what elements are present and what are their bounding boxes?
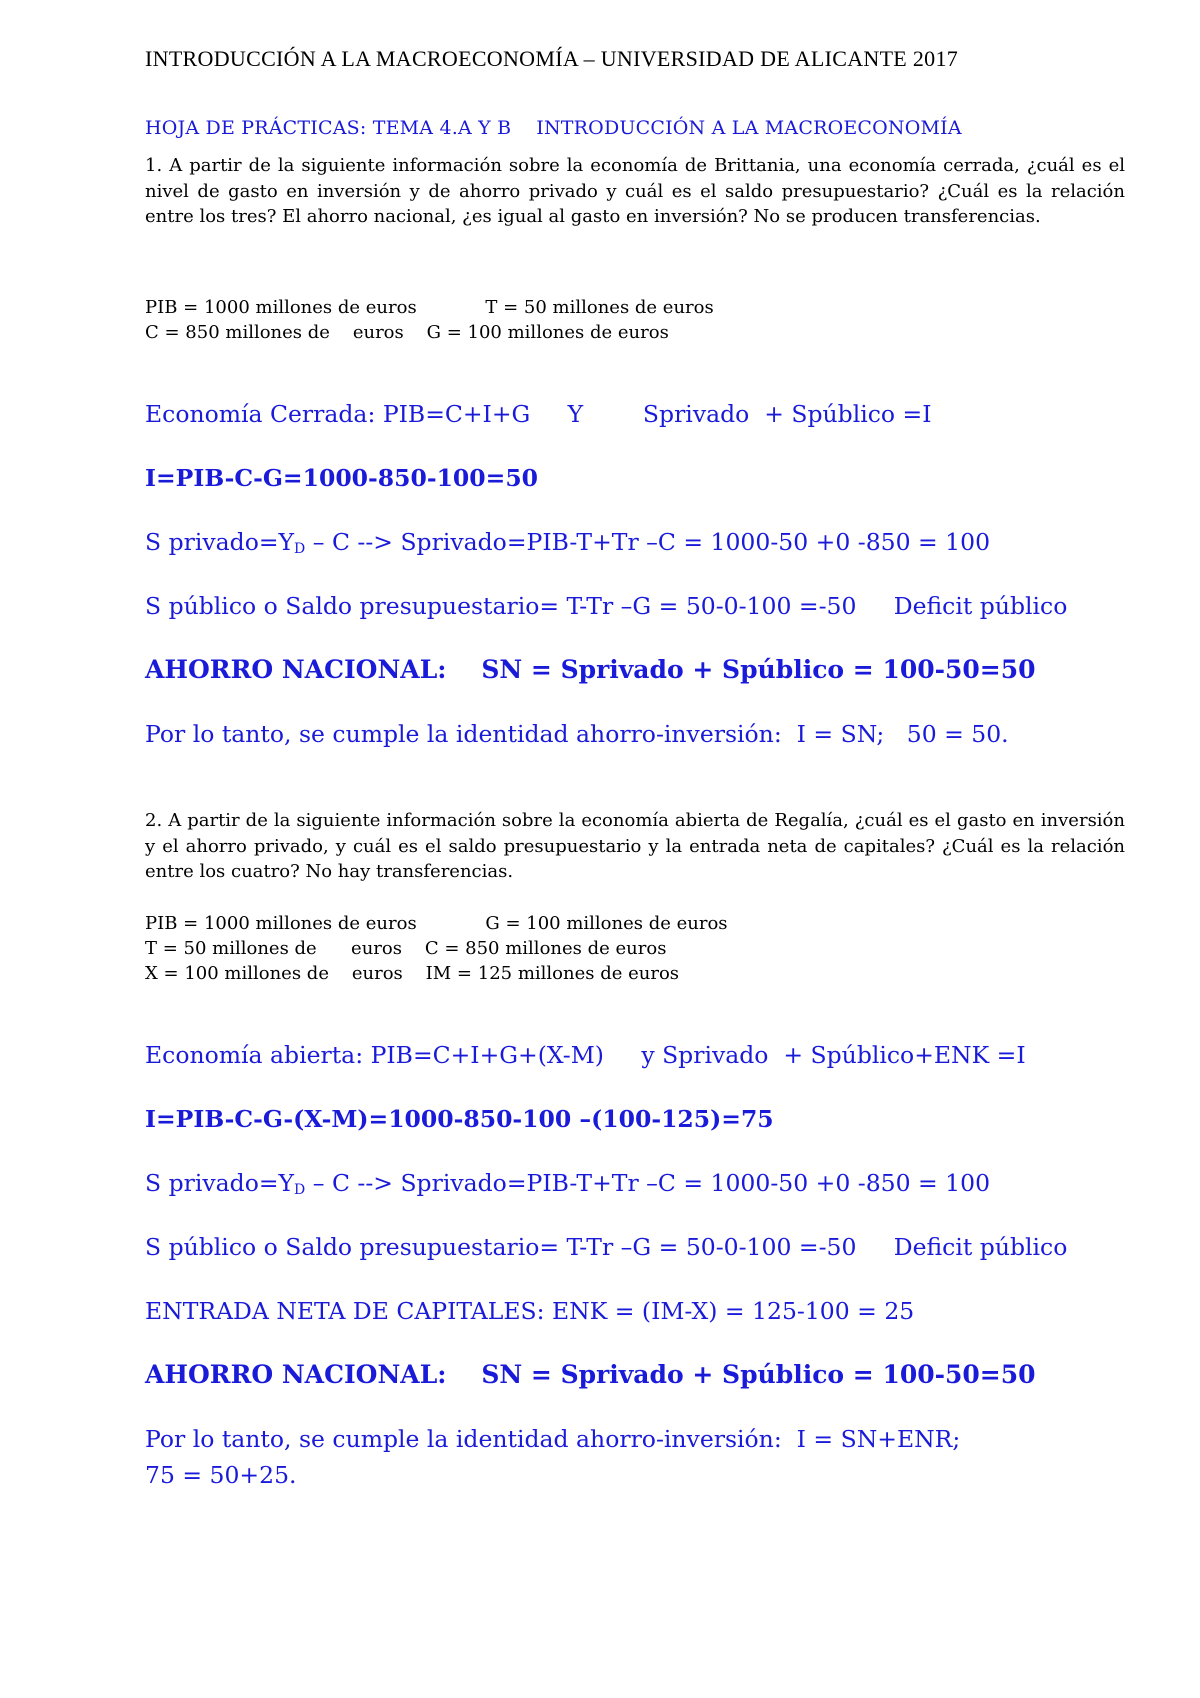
q1-identity-conclusion: Por lo tanto, se cumple la identidad ahorro-inversión: I = SN; 50 = 50. xyxy=(145,720,1009,748)
q1-private-saving-prefix: S privado=Y xyxy=(145,528,295,556)
page-header: INTRODUCCIÓN A LA MACROECONOMÍA – UNIVERSIDAD DE ALICANTE 2017 xyxy=(145,46,959,71)
q1-private-saving-rest: – C --> Sprivado=PIB-T+Tr –C = 1000-50 +0 -850 = 100 xyxy=(305,528,991,556)
q2-data-line-3: X = 100 millones de euros IM = 125 millones de euros xyxy=(145,963,680,984)
q1-private-saving-equation xyxy=(145,524,1145,567)
sheet-title: HOJA DE PRÁCTICAS: TEMA 4.A Y B INTRODUCCIÓN A LA MACROECONOMÍA xyxy=(145,117,962,139)
q2-private-saving-equation xyxy=(145,1165,1145,1208)
q2-identity-conclusion-line-2: 75 = 50+25. xyxy=(145,1461,297,1489)
q1-national-saving-equation: AHORRO NACIONAL: SN = Sprivado + Spúblico = 100-50=50 xyxy=(145,655,1036,684)
q2-national-saving-equation: AHORRO NACIONAL: SN = Sprivado + Spúblico = 100-50=50 xyxy=(145,1360,1036,1389)
q2-private-saving-prefix: S privado=Y xyxy=(145,1169,295,1197)
q2-data-line-2: T = 50 millones de euros C = 850 millones de euros xyxy=(145,938,667,959)
q2-data-line-1: PIB = 1000 millones de euros G = 100 millones de euros xyxy=(145,913,728,934)
q2-identity-conclusion-line-1: Por lo tanto, se cumple la identidad ahorro-inversión: I = SN+ENR; xyxy=(145,1425,961,1453)
q1-data-line-2: C = 850 millones de euros G = 100 millones de euros xyxy=(145,322,669,343)
q1-closed-economy-equation: Economía Cerrada: PIB=C+I+G Y Sprivado + Spúblico =I xyxy=(145,400,932,428)
q1-disposable-subscript: D xyxy=(294,541,306,557)
q2-private-saving-rest: – C --> Sprivado=PIB-T+Tr –C = 1000-50 +0 -850 = 100 xyxy=(305,1169,991,1197)
q2-open-economy-equation: Economía abierta: PIB=C+I+G+(X-M) y Sprivado + Spúblico+ENK =I xyxy=(145,1041,1026,1069)
q2-public-saving-equation: S público o Saldo presupuestario= T-Tr –G = 50-0-100 =-50 Deficit público xyxy=(145,1233,1068,1261)
question-2-text: 2. A partir de la siguiente información sobre la economía abierta de Regalía, ¿cuál es el gasto en inversión y el ahorro privado, y cuál es el saldo presupuestario y la entrada neta de capitales? ¿Cuál es la relación entre los cuatro? No hay transferencias. xyxy=(145,810,1125,882)
q2-investment-equation: I=PIB-C-G-(X-M)=1000-850-100 –(100-125)=75 xyxy=(145,1105,774,1133)
q1-data-line-1: PIB = 1000 millones de euros T = 50 millones de euros xyxy=(145,297,714,318)
question-1-text: 1. A partir de la siguiente información sobre la economía de Brittania, una economía cerrada, ¿cuál es el nivel de gasto en inversión y de ahorro privado y cuál es el saldo presupuestario? ¿Cuál es la relación entre los tres? El ahorro nacional, ¿es igual al gasto en inversión? No se producen transferencias. xyxy=(145,155,1125,227)
q2-net-capital-inflow-equation: ENTRADA NETA DE CAPITALES: ENK = (IM-X) = 125-100 = 25 xyxy=(145,1297,915,1325)
q2-disposable-subscript: D xyxy=(294,1182,306,1198)
q1-investment-equation: I=PIB-C-G=1000-850-100=50 xyxy=(145,464,539,492)
q1-public-saving-equation: S público o Saldo presupuestario= T-Tr –G = 50-0-100 =-50 Deficit público xyxy=(145,592,1068,620)
